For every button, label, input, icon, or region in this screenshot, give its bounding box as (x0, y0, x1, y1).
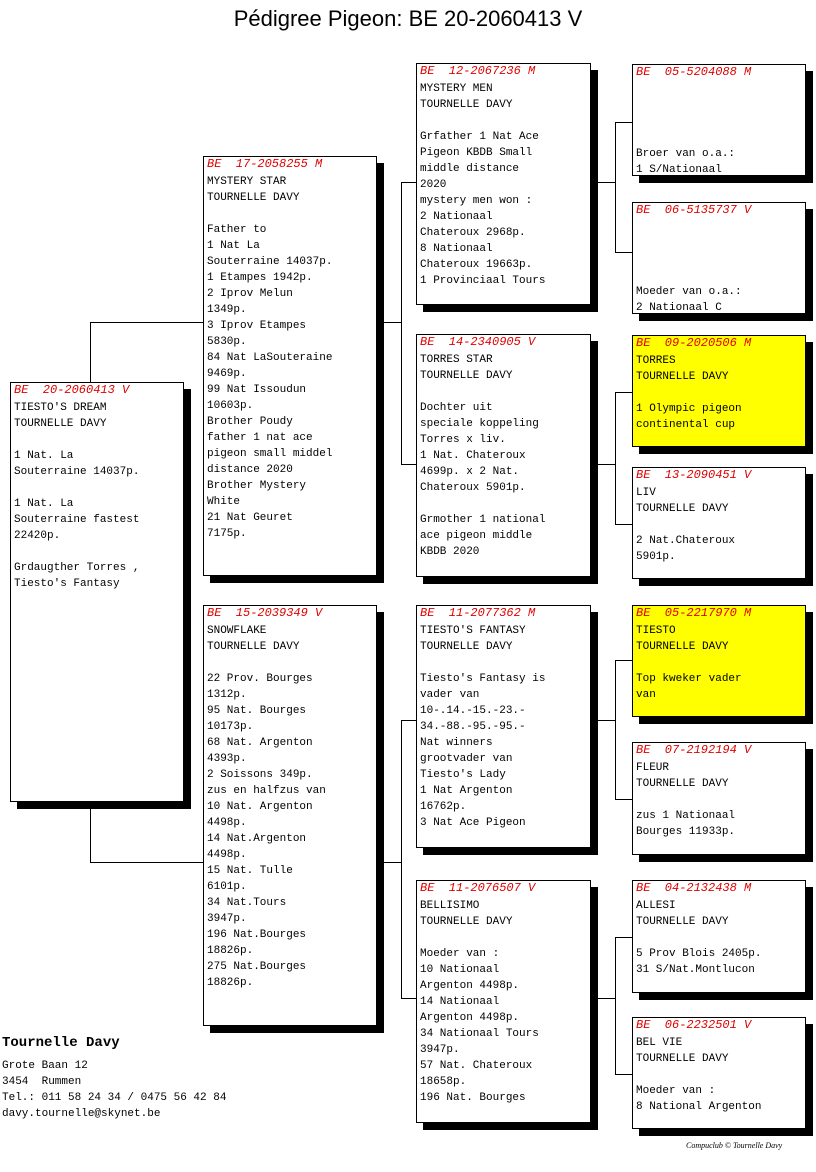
detail-line: 14 Nat.Argenton (207, 833, 307, 845)
detail-line: Nat winners (420, 737, 493, 749)
detail-line: Chateroux 2968p. (420, 227, 526, 239)
pigeon-details (633, 351, 805, 433)
detail-line: MYSTERY STAR (207, 176, 287, 188)
detail-line: Brother Poudy (207, 416, 293, 428)
pigeon-details (633, 621, 805, 703)
pigeon-details (633, 218, 805, 316)
detail-line: pigeon small middel (207, 448, 333, 460)
detail-line: TOURNELLE DAVY (636, 916, 729, 928)
detail-line: 1 Etampes 1942p. (207, 272, 313, 284)
pigeon-details (633, 896, 805, 978)
detail-line: 10603p. (207, 400, 254, 412)
connector-line (615, 1074, 632, 1075)
detail-line: TOURNELLE DAVY (636, 641, 729, 653)
detail-line: 15 Nat. Tulle (207, 865, 293, 877)
detail-line: TOURNELLE DAVY (636, 778, 729, 790)
pigeon-card-ggd1 (632, 202, 806, 314)
detail-line: father 1 nat ace (207, 432, 313, 444)
connector-line (615, 937, 616, 1075)
connector-line (615, 122, 616, 253)
detail-line: Father to (207, 224, 267, 236)
pigeon-card-subject (10, 382, 184, 802)
connector-line (90, 322, 91, 384)
connector-line (615, 660, 632, 661)
detail-line: Chateroux 5901p. (420, 482, 526, 494)
connector-line (590, 998, 615, 999)
detail-line: TOURNELLE DAVY (636, 1053, 729, 1065)
detail-line: Tiesto's Fantasy (14, 578, 120, 590)
detail-line: 22 Prov. Bourges (207, 673, 313, 685)
pigeon-card-ggs3 (632, 605, 806, 717)
connector-line (615, 392, 632, 393)
detail-line (636, 385, 805, 401)
detail-line: TIESTO (636, 625, 676, 637)
detail-line: 10 Nationaal (420, 964, 500, 976)
detail-line: 18826p. (207, 977, 254, 989)
detail-line: TOURNELLE DAVY (636, 371, 729, 383)
pigeon-details (417, 79, 590, 289)
connector-line (376, 322, 401, 323)
detail-line: TOURNELLE DAVY (420, 370, 513, 382)
detail-line: mystery men won : (420, 195, 533, 207)
detail-line: Torres x liv. (420, 434, 506, 446)
ring-number: BE 13-2090451 V (636, 468, 752, 482)
pigeon-card-dam-sire (416, 605, 591, 848)
detail-line: 2 Nationaal C (636, 302, 722, 314)
pigeon-card-dam-dam (416, 880, 591, 1123)
connector-line (401, 720, 416, 721)
detail-line: TOURNELLE DAVY (420, 641, 513, 653)
detail-line: 1 Nat Argenton (420, 785, 513, 797)
detail-line: 4393p. (207, 753, 247, 765)
pigeon-details (204, 172, 376, 542)
detail-line: Grfather 1 Nat Ace (420, 131, 539, 143)
detail-line: Moeder van : (636, 1085, 716, 1097)
detail-line: 5901p. (636, 551, 676, 563)
detail-line: 1 Nat. La (14, 498, 74, 510)
detail-line (14, 432, 183, 448)
ring-number: BE 15-2039349 V (207, 606, 323, 620)
detail-line: KBDB 2020 (420, 546, 480, 558)
detail-line: TOURNELLE DAVY (636, 503, 729, 515)
detail-line (636, 517, 805, 533)
detail-line (207, 655, 376, 671)
detail-line (636, 792, 805, 808)
connector-line (590, 182, 615, 183)
detail-line: 14 Nationaal (420, 996, 500, 1008)
detail-line: Broer van o.a.: (636, 148, 736, 160)
connector-line (90, 802, 91, 863)
detail-line: 8 Nationaal (420, 243, 493, 255)
detail-line: TOURNELLE DAVY (14, 418, 107, 430)
pigeon-details (633, 80, 805, 178)
breeder-address (2, 1058, 226, 1122)
detail-line: middle distance (420, 163, 520, 175)
connector-line (90, 322, 203, 323)
detail-line: 1 Nat. La (14, 450, 74, 462)
detail-line: Grmother 1 national (420, 514, 546, 526)
pigeon-card-sire-dam (416, 334, 591, 577)
pigeon-card-sire-sire (416, 63, 591, 305)
detail-line: SNOWFLAKE (207, 625, 267, 637)
ring-number: BE 06-2232501 V (636, 1018, 752, 1032)
detail-line: 1 S/Nationaal (636, 164, 722, 176)
detail-line: van (636, 689, 656, 701)
detail-line: 9469p. (207, 368, 247, 380)
connector-line (401, 182, 402, 465)
detail-line: 99 Nat Issoudun (207, 384, 307, 396)
ring-number: BE 11-2076507 V (420, 881, 536, 895)
address-street: Grote Baan 12 (2, 1060, 88, 1072)
detail-line: zus 1 Nationaal (636, 810, 736, 822)
detail-line (420, 655, 590, 671)
detail-line: 7175p. (207, 528, 247, 540)
pigeon-details (204, 621, 376, 991)
detail-line: TOURNELLE DAVY (420, 916, 513, 928)
detail-line (420, 930, 590, 946)
ring-number: BE 14-2340905 V (420, 335, 536, 349)
detail-line: 2 Nationaal (420, 211, 493, 223)
ring-number: BE 11-2077362 M (420, 606, 536, 620)
detail-line: 2 Iprov Melun (207, 288, 293, 300)
detail-line: Top kweker vader (636, 673, 742, 685)
detail-line: 1 Olympic pigeon (636, 403, 742, 415)
detail-line: Argenton 4498p. (420, 1012, 520, 1024)
detail-line (636, 98, 805, 114)
breeder-name: Tournelle Davy (2, 1035, 120, 1051)
detail-line (636, 220, 805, 236)
detail-line: 3947p. (420, 1044, 460, 1056)
detail-line: 1312p. (207, 689, 247, 701)
detail-line: Brother Mystery (207, 480, 307, 492)
detail-line: White (207, 496, 241, 508)
ring-number: BE 20-2060413 V (14, 383, 130, 397)
pigeon-details (633, 758, 805, 840)
detail-line (636, 930, 805, 946)
connector-line (615, 799, 632, 800)
detail-line: 31 S/Nat.Montlucon (636, 964, 755, 976)
detail-line: 5 Prov Blois 2405p. (636, 948, 762, 960)
detail-line: 10 Nat. Argenton (207, 801, 313, 813)
pigeon-details (417, 896, 590, 1106)
detail-line: Moeder van o.a.: (636, 286, 742, 298)
ring-number: BE 09-2020506 M (636, 336, 752, 350)
detail-line: 22420p. (14, 530, 61, 542)
page-title: Pédigree Pigeon: BE 20-2060413 V (233, 6, 583, 31)
detail-line (14, 480, 183, 496)
detail-line: Chateroux 19663p. (420, 259, 533, 271)
pigeon-details (633, 483, 805, 565)
pigeon-details (11, 398, 183, 592)
pigeon-card-ggd3 (632, 742, 806, 855)
detail-line: TOURNELLE DAVY (420, 99, 513, 111)
detail-line: Souterraine fastest (14, 514, 140, 526)
connector-line (615, 122, 632, 123)
ring-number: BE 05-5204088 M (636, 65, 752, 79)
detail-line (636, 655, 805, 671)
detail-line: 6101p. (207, 881, 247, 893)
connector-line (615, 392, 616, 525)
detail-line (636, 1067, 805, 1083)
pigeon-card-dam (203, 605, 377, 1026)
detail-line: 21 Nat Geuret (207, 512, 293, 524)
detail-line: 95 Nat. Bourges (207, 705, 307, 717)
detail-line: Grdaugther Torres , (14, 562, 140, 574)
detail-line: 10-.14.-15.-23.- (420, 705, 526, 717)
credit-text: Compuclub © Tournelle Davy (686, 1141, 783, 1150)
pigeon-card-ggs1 (632, 64, 806, 176)
detail-line: grootvader van (420, 753, 513, 765)
detail-line (14, 544, 183, 560)
detail-line: BEL VIE (636, 1037, 683, 1049)
detail-line: 57 Nat. Chateroux (420, 1060, 533, 1072)
detail-line: TOURNELLE DAVY (207, 641, 300, 653)
ring-number: BE 07-2192194 V (636, 743, 752, 757)
connector-line (376, 862, 401, 863)
detail-line: 1 Nat La (207, 240, 260, 252)
detail-line: ace pigeon middle (420, 530, 533, 542)
connector-line (590, 720, 615, 721)
connector-line (615, 524, 632, 525)
connector-line (401, 720, 402, 999)
detail-line: 5830p. (207, 336, 247, 348)
ring-number: BE 04-2132438 M (636, 881, 752, 895)
detail-line: TIESTO'S DREAM (14, 402, 107, 414)
pigeon-card-ggs4 (632, 880, 806, 993)
detail-line: MYSTERY MEN (420, 83, 493, 95)
detail-line: Souterraine 14037p. (207, 256, 333, 268)
detail-line: FLEUR (636, 762, 670, 774)
ring-number: BE 05-2217970 M (636, 606, 752, 620)
detail-line: 2 Nat.Chateroux (636, 535, 736, 547)
detail-line: 10173p. (207, 721, 254, 733)
detail-line (207, 206, 376, 222)
detail-line: 3947p. (207, 913, 247, 925)
pigeon-details (417, 350, 590, 560)
detail-line: speciale koppeling (420, 418, 539, 430)
detail-line: 84 Nat LaSouteraine (207, 352, 333, 364)
detail-line: Bourges 11933p. (636, 826, 736, 838)
detail-line: 16762p. (420, 801, 467, 813)
ring-number: BE 06-5135737 V (636, 203, 752, 217)
detail-line: TOURNELLE DAVY (207, 192, 300, 204)
pigeon-card-sire (203, 156, 377, 576)
detail-line: continental cup (636, 419, 736, 431)
detail-line: Tiesto's Lady (420, 769, 506, 781)
connector-line (90, 862, 203, 863)
detail-line: Dochter uit (420, 402, 493, 414)
detail-line: 2020 (420, 179, 447, 191)
detail-line (420, 113, 590, 129)
detail-line: 4498p. (207, 817, 247, 829)
detail-line: 275 Nat.Bourges (207, 961, 307, 973)
detail-line: 8 National Argenton (636, 1101, 762, 1113)
connector-line (590, 464, 615, 465)
detail-line: BELLISIMO (420, 900, 480, 912)
detail-line (636, 268, 805, 284)
detail-line: Argenton 4498p. (420, 980, 520, 992)
detail-line: 3 Iprov Etampes (207, 320, 307, 332)
detail-line: 34.-88.-95.-95.- (420, 721, 526, 733)
connector-line (615, 252, 632, 253)
detail-line: vader van (420, 689, 480, 701)
detail-line (636, 130, 805, 146)
connector-line (615, 937, 632, 938)
detail-line: 1 Nat. Chateroux (420, 450, 526, 462)
pigeon-details (633, 1033, 805, 1115)
detail-line (636, 252, 805, 268)
detail-line (636, 114, 805, 130)
detail-line: 3 Nat Ace Pigeon (420, 817, 526, 829)
pigeon-details (417, 621, 590, 831)
detail-line: TORRES STAR (420, 354, 493, 366)
detail-line: 18826p. (207, 945, 254, 957)
detail-line: 68 Nat. Argenton (207, 737, 313, 749)
ring-number: BE 17-2058255 M (207, 157, 323, 171)
detail-line: 1349p. (207, 304, 247, 316)
pigeon-card-ggd2 (632, 467, 806, 579)
address-email: davy.tournelle@skynet.be (2, 1108, 161, 1120)
detail-line: TIESTO'S FANTASY (420, 625, 526, 637)
detail-line (420, 384, 590, 400)
detail-line: 1 Provinciaal Tours (420, 275, 546, 287)
pigeon-card-ggd4 (632, 1017, 806, 1129)
detail-line: 2 Soissons 349p. (207, 769, 313, 781)
connector-line (401, 464, 416, 465)
detail-line (420, 496, 590, 512)
detail-line (636, 82, 805, 98)
detail-line: Pigeon KBDB Small (420, 147, 533, 159)
detail-line: 4699p. x 2 Nat. (420, 466, 520, 478)
detail-line: ALLESI (636, 900, 676, 912)
detail-line: 196 Nat. Bourges (420, 1092, 526, 1104)
detail-line: distance 2020 (207, 464, 293, 476)
detail-line: zus en halfzus van (207, 785, 326, 797)
address-city: 3454 Rummen (2, 1076, 82, 1088)
detail-line: 18658p. (420, 1076, 467, 1088)
detail-line: 34 Nat.Tours (207, 897, 287, 909)
detail-line: Souterraine 14037p. (14, 466, 140, 478)
detail-line: 196 Nat.Bourges (207, 929, 307, 941)
detail-line: Moeder van : (420, 948, 500, 960)
address-phone: Tel.: 011 58 24 34 / 0475 56 42 84 (2, 1092, 227, 1104)
connector-line (615, 660, 616, 800)
detail-line: Tiesto's Fantasy is (420, 673, 546, 685)
ring-number: BE 12-2067236 M (420, 64, 536, 78)
connector-line (401, 998, 416, 999)
connector-line (401, 182, 416, 183)
detail-line: 4498p. (207, 849, 247, 861)
detail-line (636, 236, 805, 252)
pigeon-card-ggs2 (632, 335, 806, 447)
detail-line: TORRES (636, 355, 676, 367)
detail-line: LIV (636, 487, 656, 499)
detail-line: 34 Nationaal Tours (420, 1028, 539, 1040)
